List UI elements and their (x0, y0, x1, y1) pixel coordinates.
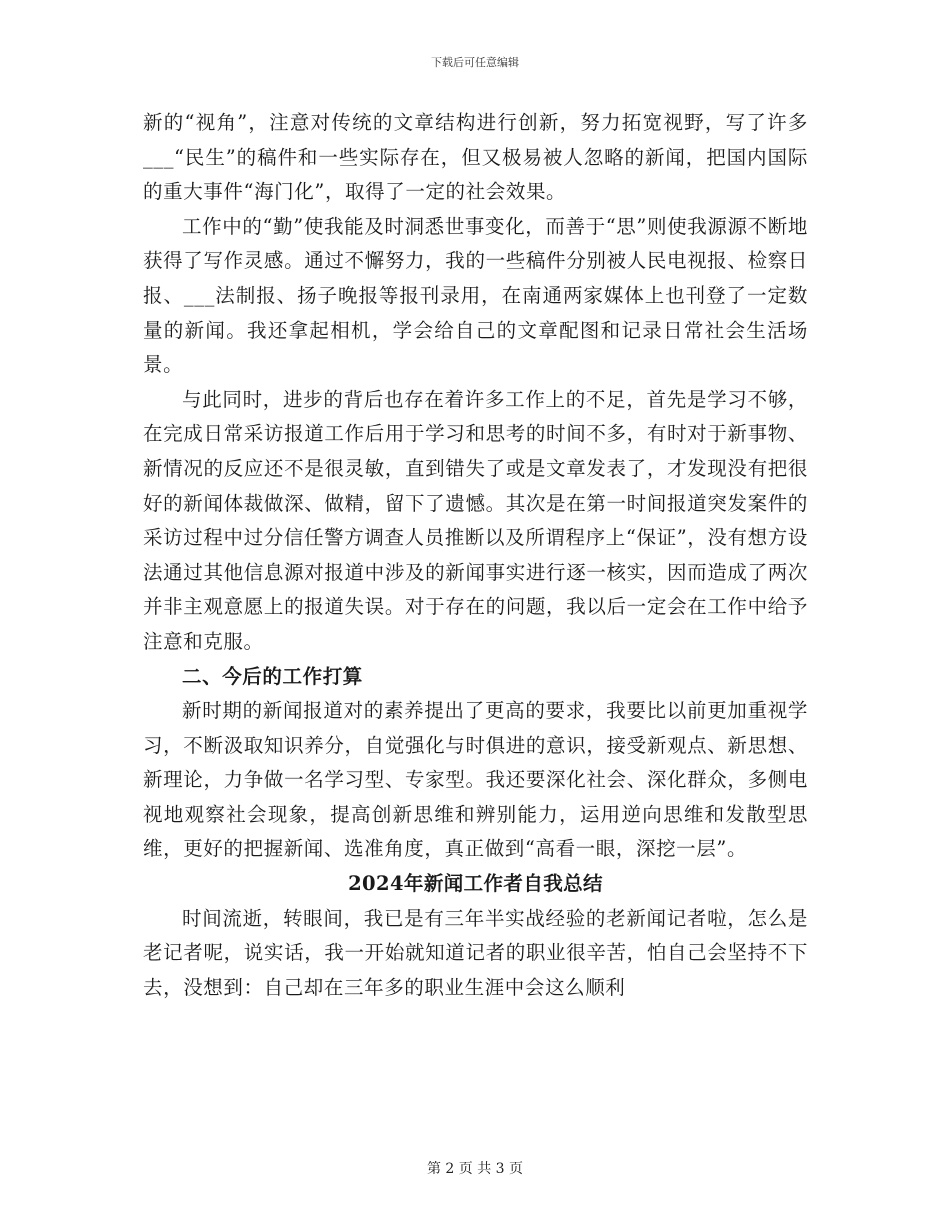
page-header: 下载后可任意编辑 (431, 56, 519, 69)
paragraph-intro: 时间流逝，转眼间，我已是有三年半实战经验的老新闻记者啦，怎么是老记者呢，说实话，我一开始就知道记者的职业很辛苦，怕自己会坚持不下去，没想到：自己却在三年多的职业生涯中会这么顺利 (143, 906, 808, 999)
paragraph-shortcomings: 与此同时，进步的背后也存在着许多工作上的不足，首先是学习不够，在完成日常采访报道工作后用于学习和思考的时间不多，有时对于新事物、新情况的反应还不是很灵敏，直到错失了或是文章发表了，才发现没有把很好的新闻体裁做深、做精，留下了遗憾。其次是在第一时间报道突发案件的采访过程中过分信任警方调查人员推断以及所谓程序上“保证”，没有想方设法通过其他信息源对报道中涉及的新闻事实进行逐一核实，因而造成了两次并非主观意愿上的报道失误。对于存在的问题，我以后一定会在工作中给予注意和克服。 (143, 387, 808, 653)
document-body (143, 106, 808, 1005)
section-heading-future-plans: 二、今后的工作打算 (182, 664, 363, 688)
page-footer: 第 2 页 共 3 页 (426, 1161, 524, 1177)
paragraph-diligence: 工作中的“勤”使我能及时洞悉世事变化，而善于“思”则使我源源不断地获得了写作灵感。通过不懈努力，我的一些稿件分别被人民电视报、检察日报、___法制报、扬子晚报等报刊录用，在南通两家媒体上也刊登了一定数量的新闻。我还拿起相机，学会给自己的文章配图和记录日常社会生活场景。 (143, 214, 808, 377)
paragraph-future-plans: 新时期的新闻报道对的素养提出了更高的要求，我要比以前更加重视学习，不断汲取知识养分，自觉强化与时俱进的意识，接受新观点、新思想、新理论，力争做一名学习型、专家型。我还要深化社会、深化群众，多侧电视地观察社会现象，提高创新思维和辨别能力，运用逆向思维和发散型思维，更好的把握新闻、选准角度，真正做到“高看一眼，深挖一层”。 (143, 699, 808, 861)
paragraph-continuation: 新的“视角”，注意对传统的文章结构进行创新，努力拓宽视野，写了许多___“民生”的稿件和一些实际存在，但又极易被人忽略的新闻，把国内国际的重大事件“海门化”，取得了一定的社会效果。 (143, 111, 808, 204)
document-title: 2024年新闻工作者自我总结 (348, 872, 603, 896)
